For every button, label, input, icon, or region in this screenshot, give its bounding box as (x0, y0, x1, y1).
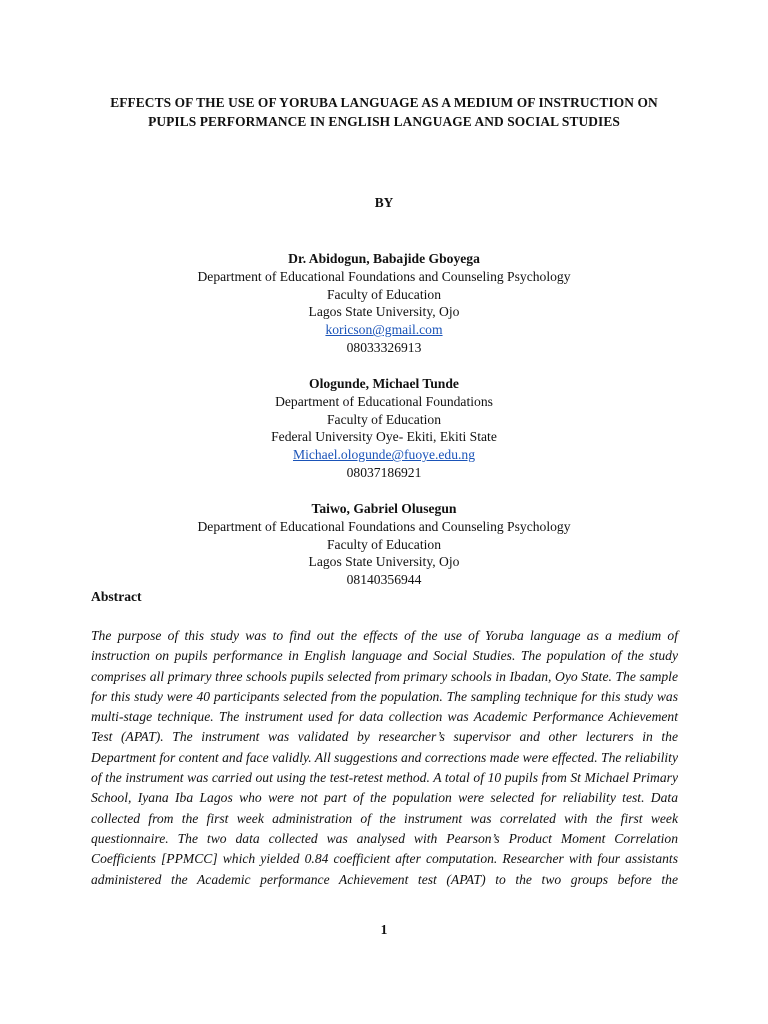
author-institution: Lagos State University, Ojo (308, 554, 460, 570)
author-block (92, 500, 676, 589)
abstract-body: The purpose of this study was to find out the effects of the use of Yoruba language as a medium of instruction on pupils performance in English language and Social Studies. The population of the study comprises all primary three schools pupils selected from primary schools in Ibadan, Oyo State. The sample for this study were 40 participants selected from the population. The sampling technique for this study was multi-stage technique. The instrument used for data collection was Academic Performance Achievement Test (APAT). The instrument was validated by researcher’s supervisor and other lecturers in the Department for content and face validly. All suggestions and corrections made were effected. The reliability of the instrument was carried out using the test-retest method. A total of 10 pupils from St Michael Primary School, Iyana Iba Lagos who were not part of the population were selected for reliability test. Data collected from the first week administration of the instrument was correlated with the first week questionnaire. The two data collected was analysed with Pearson’s Product Moment Correlation Coefficients [PPMCC] which yielded 0.84 coefficient after computation. Researcher with four assistants administered the Academic performance Achievement test (APAT) to the two groups before the (91, 628, 678, 887)
author-department: Department of Educational Foundations and Counseling Psychology (197, 268, 571, 284)
author-name: Dr. Abidogun, Babajide Gboyega (288, 251, 480, 266)
paper-title: EFFECTS OF THE USE OF YORUBA LANGUAGE AS A MEDIUM OF INSTRUCTION ON PUPILS PERFORMANCE IN ENGLISH LANGUAGE AND SOCIAL STUDIES (110, 95, 658, 129)
author-faculty: Faculty of Education (326, 411, 441, 427)
author-faculty: Faculty of Education (326, 536, 441, 552)
author-name: Ologunde, Michael Tunde (309, 376, 459, 391)
author-institution: Federal University Oye- Ekiti, Ekiti State (271, 429, 497, 445)
author-email-link[interactable]: koricson@gmail.com (325, 322, 443, 338)
author-phone: 08037186921 (346, 464, 422, 480)
author-email-link[interactable]: Michael.ologunde@fuoye.edu.ng (292, 447, 475, 463)
author-department: Department of Educational Foundations and Counseling Psychology (197, 518, 571, 534)
by-label: BY (374, 195, 394, 210)
author-department: Department of Educational Foundations (275, 393, 493, 409)
author-faculty: Faculty of Education (326, 286, 441, 302)
page-number: 1 (380, 922, 388, 937)
author-block (92, 250, 676, 357)
author-name: Taiwo, Gabriel Olusegun (311, 501, 457, 516)
author-phone: 08033326913 (346, 339, 422, 355)
author-block (92, 375, 676, 482)
author-phone: 08140356944 (346, 572, 422, 588)
author-institution: Lagos State University, Ojo (308, 304, 460, 320)
abstract-heading: Abstract (91, 589, 142, 604)
